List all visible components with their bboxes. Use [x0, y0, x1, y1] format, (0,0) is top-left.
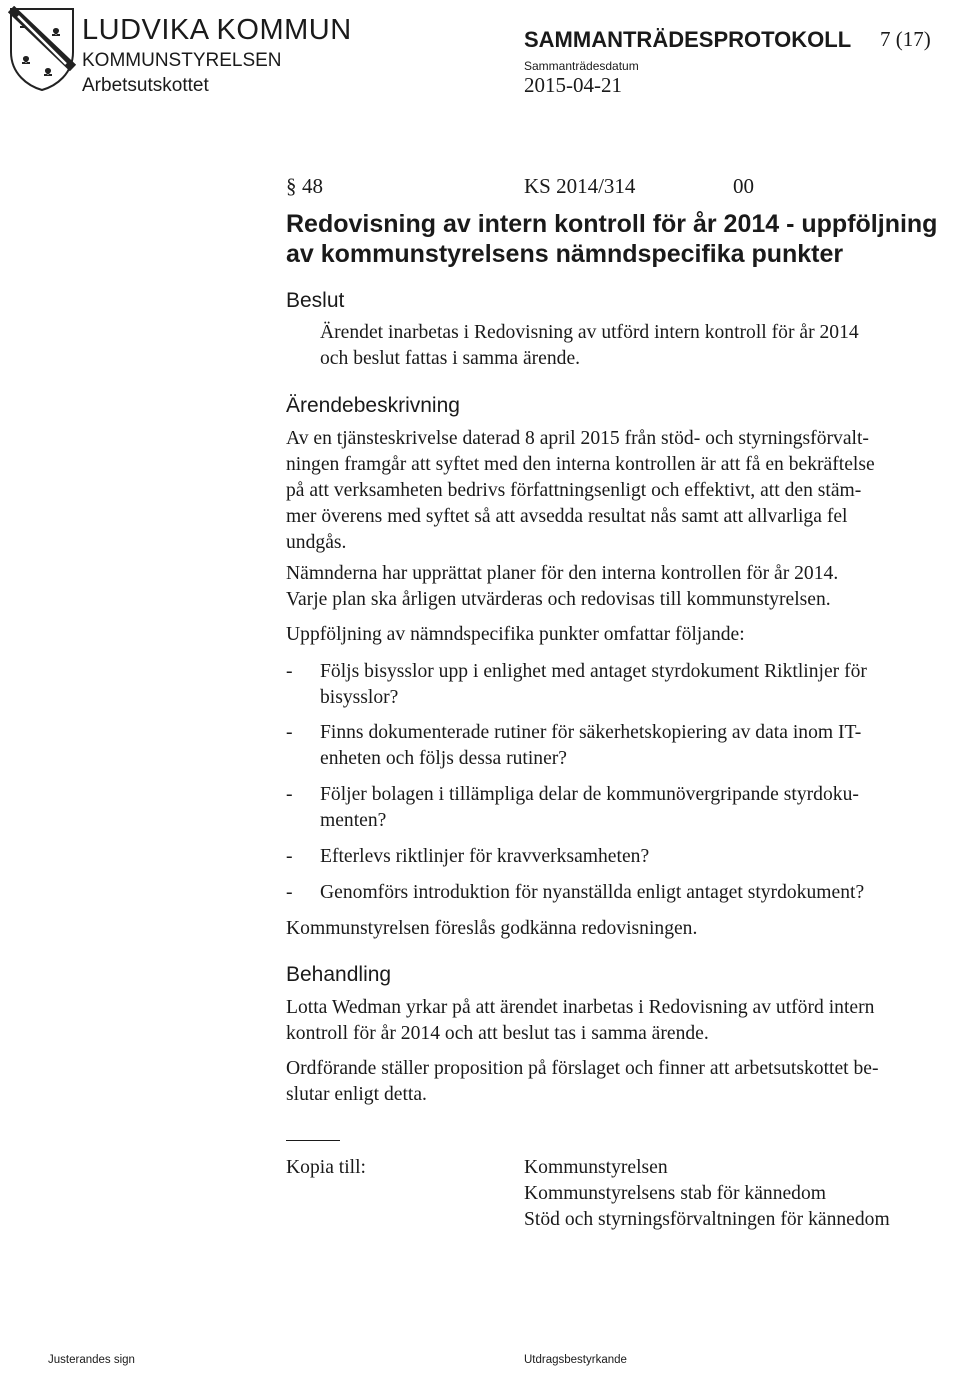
text-line: Uppföljning av nämndspecifika punkter omfattar följande: — [286, 624, 745, 645]
text-line: Av en tjänsteskrivelse daterad 8 april 2015 från stöd- och styrningsförvalt- — [286, 428, 869, 449]
kopia-recipients — [524, 1155, 944, 1233]
list-item — [286, 659, 946, 711]
document-title: SAMMANTRÄDESPROTOKOLL — [524, 27, 852, 52]
kopia-label: Kopia till: — [286, 1157, 367, 1178]
footer-certification-label: Utdragsbestyrkande — [524, 1354, 627, 1366]
beslut-line-1: Ärendet inarbetas i Redovisning av utförd intern kontroll för år 2014 — [320, 322, 859, 343]
text-line: Ordförande ställer proposition på förslaget och finner att arbetsutskottet be- — [286, 1058, 879, 1079]
list-dash: - — [286, 882, 293, 903]
case-title-line-1: Redovisning av intern kontroll för år 2014 - uppföljning — [286, 210, 938, 238]
text-line: Nämnderna har upprättat planer för den interna kontrollen för år 2014. — [286, 563, 839, 584]
behandling-paragraph-2 — [286, 1056, 946, 1108]
case-title — [286, 209, 946, 269]
case-reference: KS 2014/314 — [524, 174, 636, 198]
behandling-heading: Behandling — [286, 963, 392, 986]
text-line: enheten och följs dessa rutiner? — [320, 748, 568, 769]
list-dash: - — [286, 784, 293, 805]
text-line: Följer bolagen i tillämpliga delar de kommunövergripande styrdoku- — [320, 784, 859, 805]
separator-line — [286, 1140, 340, 1141]
text-line: Efterlevs riktlinjer för kravverksamheten? — [320, 846, 650, 867]
list-dash: - — [286, 661, 293, 682]
municipal-coat-of-arms-icon — [8, 6, 76, 92]
arendebeskrivning-paragraph-3 — [286, 622, 946, 648]
meeting-date: 2015-04-21 — [524, 73, 622, 97]
committee-name: Arbetsutskottet — [82, 75, 209, 96]
text-line: kontroll för år 2014 och att beslut tas i samma ärende. — [286, 1023, 709, 1044]
behandling-paragraph-1 — [286, 995, 946, 1047]
text-line: ningen framgår att syftet med den interna kontrollen är att få en bekräftelse — [286, 454, 875, 475]
list-item — [286, 782, 946, 834]
text-line: Kommunstyrelsen föreslås godkänna redovisningen. — [286, 918, 698, 939]
organization-subtitle: KOMMUNSTYRELSEN — [82, 50, 282, 71]
arendebeskrivning-heading: Ärendebeskrivning — [286, 394, 460, 417]
arendebeskrivning-paragraph-4 — [286, 916, 946, 942]
case-title-line-2: av kommunstyrelsens nämndspecifika punkter — [286, 240, 844, 268]
text-line: på att verksamheten bedrivs författningsenligt och effektivt, att den stäm- — [286, 480, 862, 501]
text-line: bisysslor? — [320, 687, 399, 708]
text-line: slutar enligt detta. — [286, 1084, 427, 1105]
page-number: 7 (17) — [880, 27, 931, 51]
beslut-line-2: och beslut fattas i samma ärende. — [320, 348, 581, 369]
text-line: Genomförs introduktion för nyanställda enligt antaget styrdokument? — [320, 882, 865, 903]
arendebeskrivning-paragraph-2 — [286, 561, 946, 613]
list-item — [286, 880, 946, 906]
text-line: Finns dokumenterade rutiner för säkerhetskopiering av data inom IT- — [320, 722, 862, 743]
footer-signature-label: Justerandes sign — [48, 1354, 135, 1366]
arendebeskrivning-paragraph-1 — [286, 426, 946, 556]
beslut-heading: Beslut — [286, 289, 345, 312]
case-code: 00 — [733, 174, 754, 198]
list-item — [286, 844, 946, 870]
list-item — [286, 720, 946, 772]
meeting-date-label: Sammanträdesdatum — [524, 59, 639, 73]
paragraph-number: 48 — [302, 174, 323, 198]
text-line: undgås. — [286, 532, 347, 553]
text-line: Varje plan ska årligen utvärderas och redovisas till kommunstyrelsen. — [286, 589, 831, 610]
list-dash: - — [286, 722, 293, 743]
list-dash: - — [286, 846, 293, 867]
recipient: Stöd och styrningsförvaltningen för kännedom — [524, 1209, 890, 1230]
text-line: mer överens med syftet så att avsedda resultat nås samt att allvarliga fel — [286, 506, 848, 527]
section-symbol: § — [286, 174, 297, 198]
recipient: Kommunstyrelsens stab för kännedom — [524, 1183, 827, 1204]
text-line: Lotta Wedman yrkar på att ärendet inarbetas i Redovisning av utförd intern — [286, 997, 875, 1018]
text-line: menten? — [320, 810, 387, 831]
text-line: Följs bisysslor upp i enlighet med antaget styrdokument Riktlinjer för — [320, 661, 867, 682]
beslut-text — [320, 320, 946, 372]
organization-name: LUDVIKA KOMMUN — [82, 14, 352, 46]
recipient: Kommunstyrelsen — [524, 1157, 668, 1178]
